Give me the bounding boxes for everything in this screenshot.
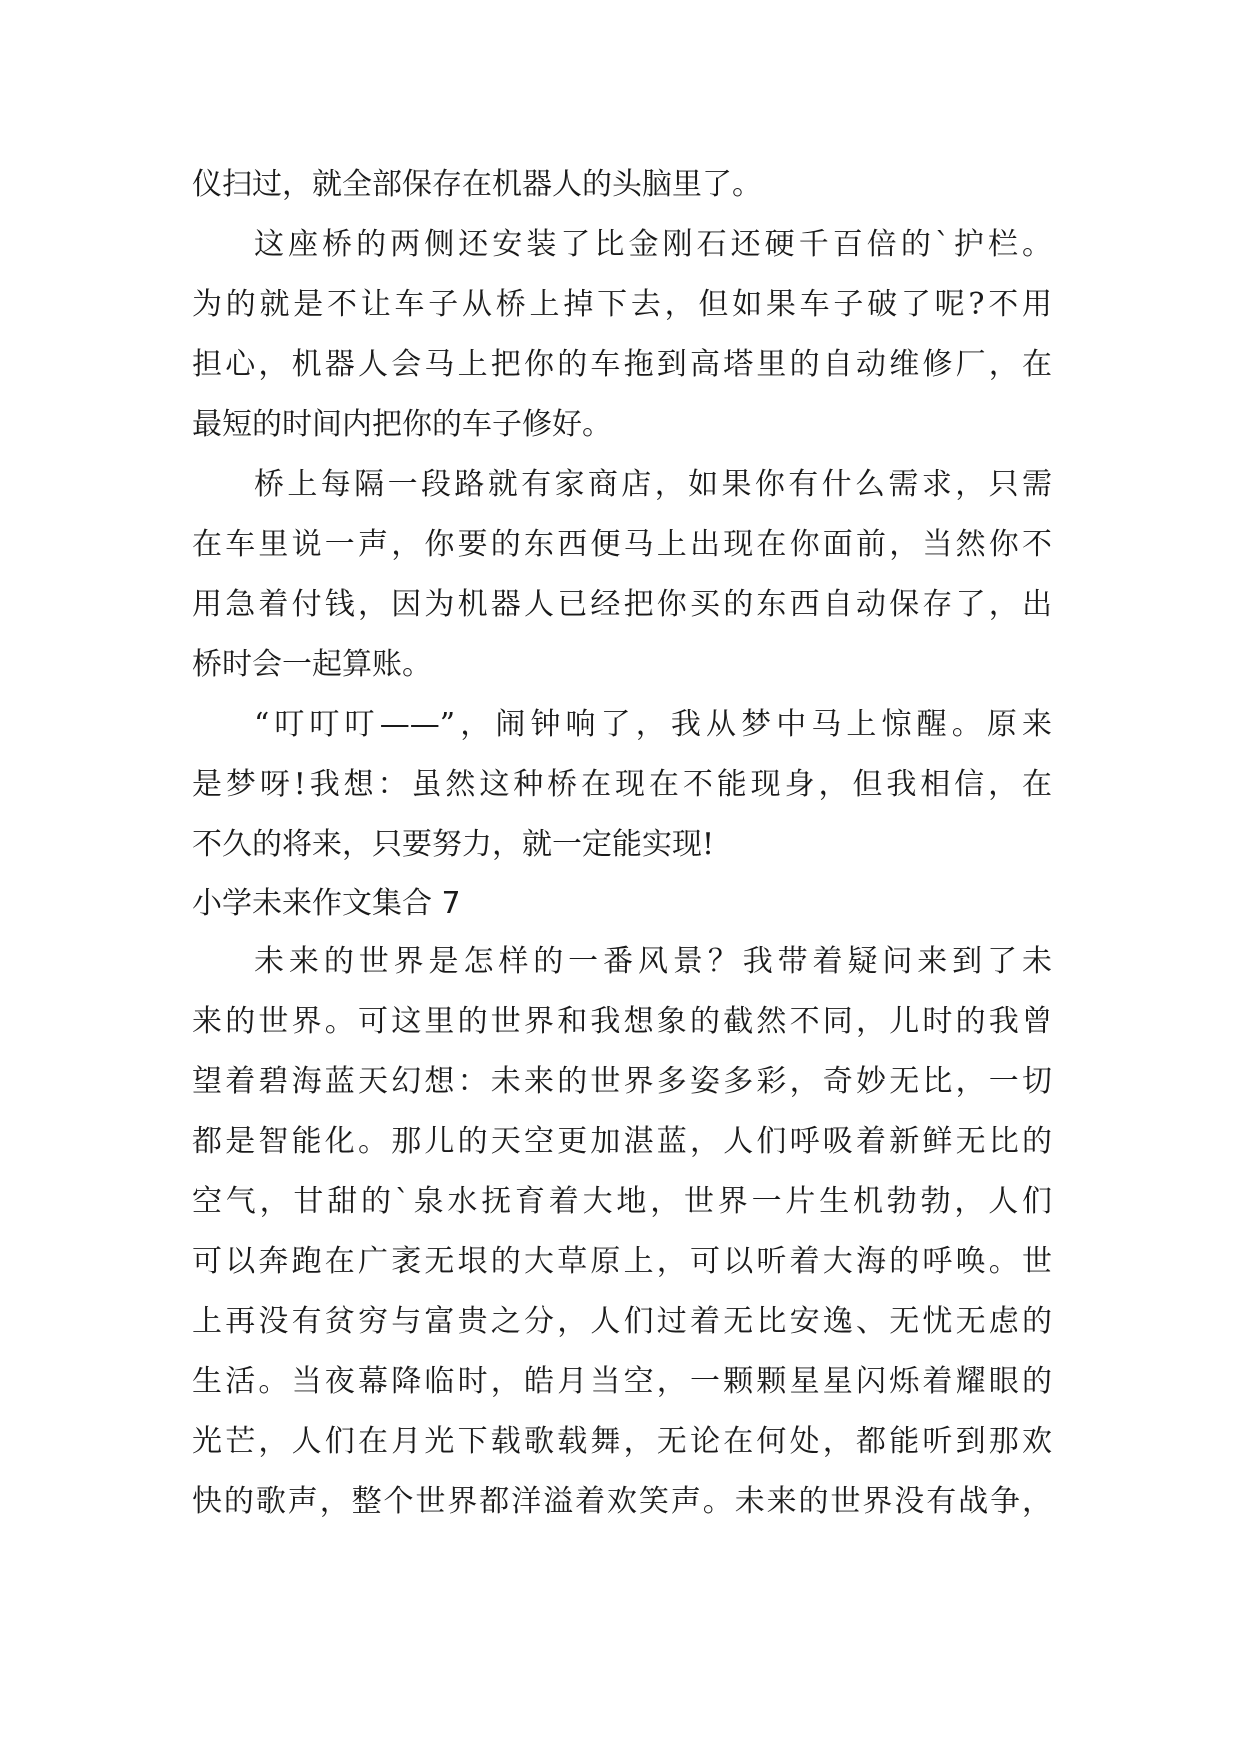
text-line: 来的世界。可这里的世界和我想象的截然不同，儿时的我曾 xyxy=(192,1004,1052,1039)
text-line: 是梦呀!我想：虽然这种桥在现在不能现身，但我相信，在 xyxy=(192,767,1052,802)
paragraph-first-line: 桥上每隔一段路就有家商店，如果你有什么需求，只需 xyxy=(254,467,1052,502)
text-line: 仪扫过，就全部保存在机器人的头脑里了。 xyxy=(192,167,762,202)
text-line: 都是智能化。那儿的天空更加湛蓝，人们呼吸着新鲜无比的 xyxy=(192,1124,1052,1159)
text-line: 生活。当夜幕降临时，皓月当空，一颗颗星星闪烁着耀眼的 xyxy=(192,1364,1052,1399)
text-line: 空气，甘甜的`泉水抚育着大地，世界一片生机勃勃，人们 xyxy=(192,1184,1052,1219)
text-line: 担心，机器人会马上把你的车拖到高塔里的自动维修厂，在 xyxy=(192,347,1052,382)
paragraph-first-line: “叮叮叮——”，闹钟响了，我从梦中马上惊醒。原来 xyxy=(254,707,1052,742)
text-line: 桥时会一起算账。 xyxy=(192,647,432,682)
text-line: 上再没有贫穷与富贵之分，人们过着无比安逸、无忧无虑的 xyxy=(192,1304,1052,1339)
paragraph-first-line: 这座桥的两侧还安装了比金刚石还硬千百倍的`护栏。 xyxy=(254,227,1052,262)
essay-continuation xyxy=(192,155,1052,875)
text-line: 快的歌声，整个世界都洋溢着欢笑声。未来的世界没有战争， xyxy=(192,1484,1052,1519)
paragraph-first-line: 未来的世界是怎样的一番风景？我带着疑问来到了未 xyxy=(254,944,1052,979)
text-line: 用急着付钱，因为机器人已经把你买的东西自动保存了，出 xyxy=(192,587,1052,622)
text-line: 可以奔跑在广袤无垠的大草原上，可以听着大海的呼唤。世 xyxy=(192,1244,1052,1279)
essay-section-7 xyxy=(192,932,1052,1532)
text-line: 光芒，人们在月光下载歌载舞，无论在何处，都能听到那欢 xyxy=(192,1424,1052,1459)
text-line: 不久的将来，只要努力，就一定能实现! xyxy=(192,827,715,862)
text-line: 望着碧海蓝天幻想：未来的世界多姿多彩，奇妙无比，一切 xyxy=(192,1064,1052,1099)
text-line: 为的就是不让车子从桥上掉下去，但如果车子破了呢?不用 xyxy=(192,287,1052,322)
text-line: 最短的时间内把你的车子修好。 xyxy=(192,407,612,442)
text-line: 在车里说一声，你要的东西便马上出现在你面前，当然你不 xyxy=(192,527,1052,562)
section-heading: 小学未来作文集合 7 xyxy=(192,886,461,921)
